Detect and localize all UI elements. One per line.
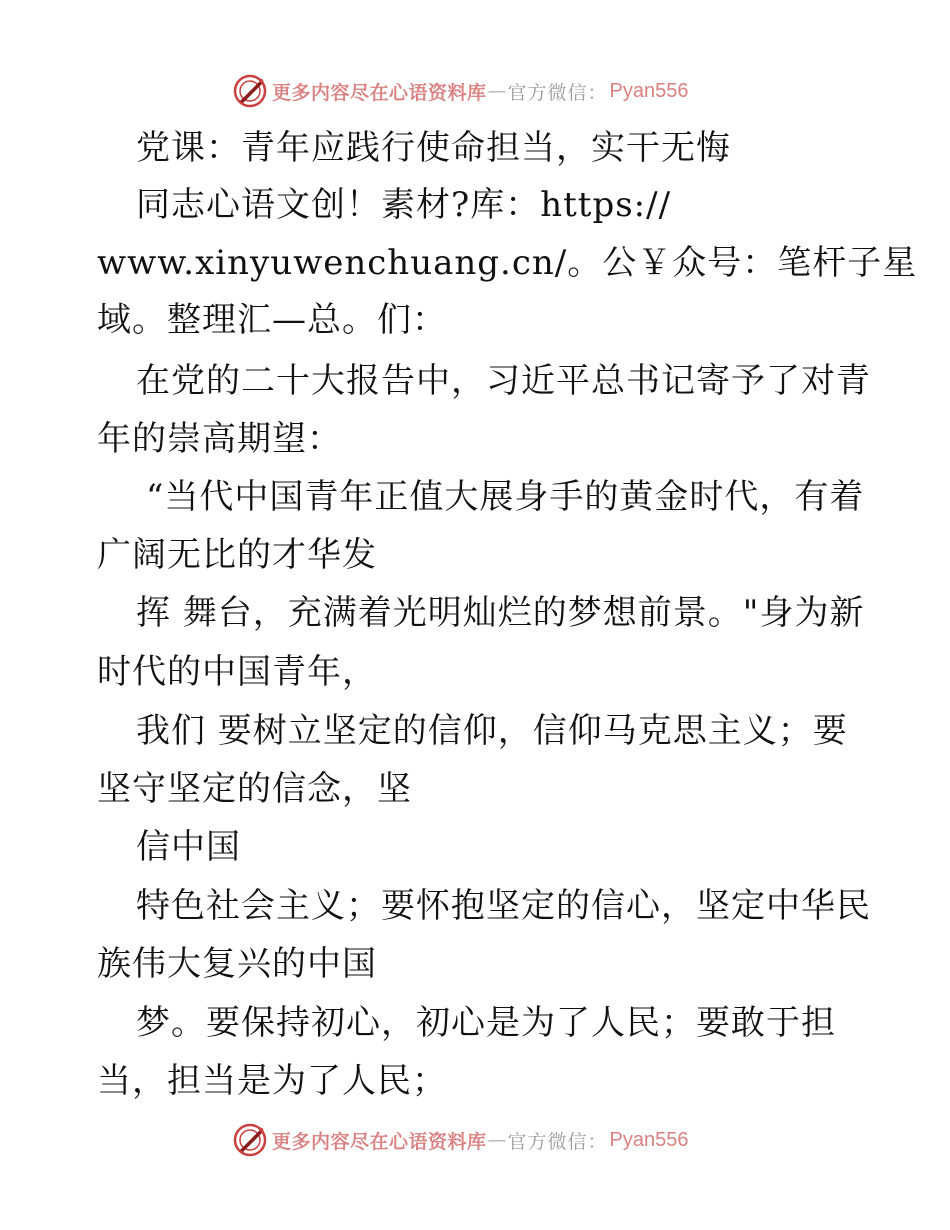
doc-line: 广阔无比的才华发 bbox=[97, 535, 377, 575]
quill-seal-logo-icon bbox=[232, 1122, 268, 1158]
library-brand-text: 更多内容尽在心语资料库 bbox=[272, 1130, 487, 1153]
wechat-id: Pyan556 bbox=[609, 79, 689, 102]
doc-title: 党课：青年应践行使命担当，实干无悔 bbox=[136, 128, 731, 168]
doc-line: 年的崇高期望： bbox=[97, 419, 342, 459]
doc-line: 时代的中国青年， bbox=[97, 652, 377, 692]
footer-watermark-banner bbox=[232, 1120, 689, 1160]
doc-line: 坚守坚定的信念，坚 bbox=[97, 769, 412, 809]
doc-line: 梦。要保持初心，初心是为了人民；要敢于担 bbox=[136, 1003, 836, 1043]
doc-line: 特色社会主义；要怀抱坚定的信心，坚定中华民 bbox=[136, 886, 871, 926]
doc-line: 域。整理汇—总。们： bbox=[97, 300, 447, 340]
official-wechat-label: 官方微信： bbox=[507, 1130, 608, 1153]
doc-line: “当代中国青年正值大展身手的黄金时代，有着 bbox=[146, 477, 865, 517]
doc-line: www.xinyuwenchuang.cn/。公￥众号：笔杆子星 bbox=[97, 243, 918, 283]
banner-dash: — bbox=[487, 1129, 507, 1151]
official-wechat-label: 官方微信： bbox=[507, 81, 608, 104]
doc-line: 在党的二十大报告中，习近平总书记寄予了对青 bbox=[136, 361, 871, 401]
banner-dash: — bbox=[487, 80, 507, 102]
wechat-id: Pyan556 bbox=[609, 1128, 689, 1151]
doc-line: 同志心语文创！素材?库：https:// bbox=[136, 185, 672, 225]
doc-line: 我们 要树立坚定的信仰，信仰马克思主义；要 bbox=[136, 711, 848, 751]
doc-line: 信中国 bbox=[136, 827, 241, 867]
library-brand-text: 更多内容尽在心语资料库 bbox=[272, 81, 487, 104]
doc-line: 挥 舞台，充满着光明灿烂的梦想前景。"身为新 bbox=[136, 593, 865, 633]
doc-line: 族伟大复兴的中国 bbox=[97, 944, 377, 984]
doc-line: 当，担当是为了人民； bbox=[97, 1061, 447, 1101]
